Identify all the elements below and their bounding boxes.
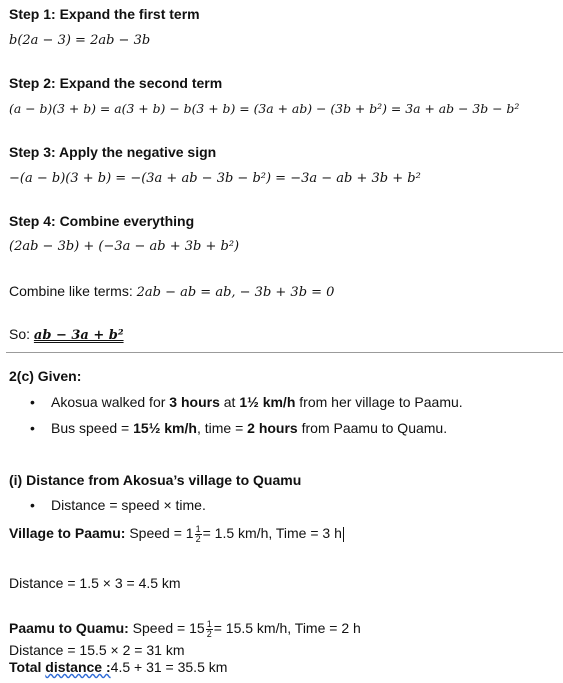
combine-label: Combine like terms: (9, 283, 137, 299)
given-bullet-1-text-e: from her village to Paamu. (295, 394, 463, 410)
distance-1: Distance = 1.5 × 3 = 4.5 km (9, 575, 181, 591)
step3-heading: Step 3: Apply the negative sign (9, 144, 217, 160)
step4-equation: (2ab − 3b) + (−3a − ab + 3b + b²) (9, 239, 240, 254)
village-to-paamu-label: Village to Paamu: (9, 525, 126, 542)
step1-heading: Step 1: Expand the first term (9, 6, 200, 22)
step2-equation: (a − b)(3 + b) = a(3 + b) − b(3 + b) = (3a + ab) − (3b + b²) = 3a + ab − 3b − b² (9, 101, 520, 116)
village-to-paamu-line (9, 525, 344, 544)
combine-math: 2ab − ab = ab, − 3b + 3b = 0 (136, 285, 335, 300)
paamu-to-quamu-rest: = 15.5 km/h, Time = 2 h (213, 620, 361, 637)
half-fraction (195, 525, 202, 544)
village-to-paamu-speed: Speed = 1 (125, 525, 194, 542)
bullet-icon: • (30, 497, 35, 513)
step2-heading: Step 2: Expand the second term (9, 75, 223, 91)
given-bullet-2-text-c: , time = (196, 420, 248, 436)
so-label: So: (9, 326, 34, 342)
part-i-heading: (i) Distance from Akosua’s village to Quamu (9, 472, 302, 488)
given-bullet-1-text-a: Akosua walked for (51, 394, 170, 410)
given-bullet-1-speed: 1½ km/h (239, 394, 296, 410)
step1-equation: b(2a − 3) = 2ab − 3b (9, 33, 151, 48)
given-bullet-2-hours: 2 hours (247, 420, 298, 436)
total-distance-line (9, 659, 227, 675)
paamu-to-quamu-line (9, 620, 361, 639)
so-line (9, 326, 124, 343)
given-bullet-2-text-e: from Paamu to Quamu. (297, 420, 448, 436)
fraction-numerator: 1 (195, 524, 201, 534)
fraction-denominator: 2 (195, 534, 201, 544)
given-bullet-1-text-c: at (219, 394, 240, 410)
text-cursor (343, 527, 344, 542)
total-value: 4.5 + 31 = 35.5 km (110, 659, 228, 675)
final-answer: ab − 3a + b² (33, 328, 124, 343)
part-i-bullet: Distance = speed × time. (51, 497, 206, 513)
given-bullet-2-speed: 15½ km/h (133, 420, 197, 436)
fraction-numerator: 1 (206, 619, 212, 629)
bullet-icon: • (30, 420, 35, 436)
given-bullet-1-hours: 3 hours (169, 394, 220, 410)
paamu-to-quamu-speed: Speed = 15 (128, 620, 205, 637)
village-to-paamu-rest: = 1.5 km/h, Time = 3 h (202, 525, 342, 542)
distance-2: Distance = 15.5 × 2 = 31 km (9, 642, 185, 658)
given-heading: 2(c) Given: (9, 368, 82, 384)
step3-equation: −(a − b)(3 + b) = −(3a + ab − 3b − b²) = −3a − ab + 3b + b² (9, 171, 421, 186)
bullet-icon: • (30, 394, 35, 410)
half-fraction (206, 620, 213, 639)
given-bullet-2-text-a: Bus speed = (51, 420, 134, 436)
given-bullet-1 (51, 394, 463, 410)
section-divider (6, 352, 563, 353)
given-bullet-2 (51, 420, 447, 436)
total-label-underlined: distance : (45, 659, 111, 675)
step4-heading: Step 4: Combine everything (9, 213, 195, 229)
paamu-to-quamu-label: Paamu to Quamu: (9, 620, 129, 637)
fraction-denominator: 2 (206, 629, 212, 639)
total-label: Total (9, 659, 46, 675)
combine-line (9, 283, 334, 300)
